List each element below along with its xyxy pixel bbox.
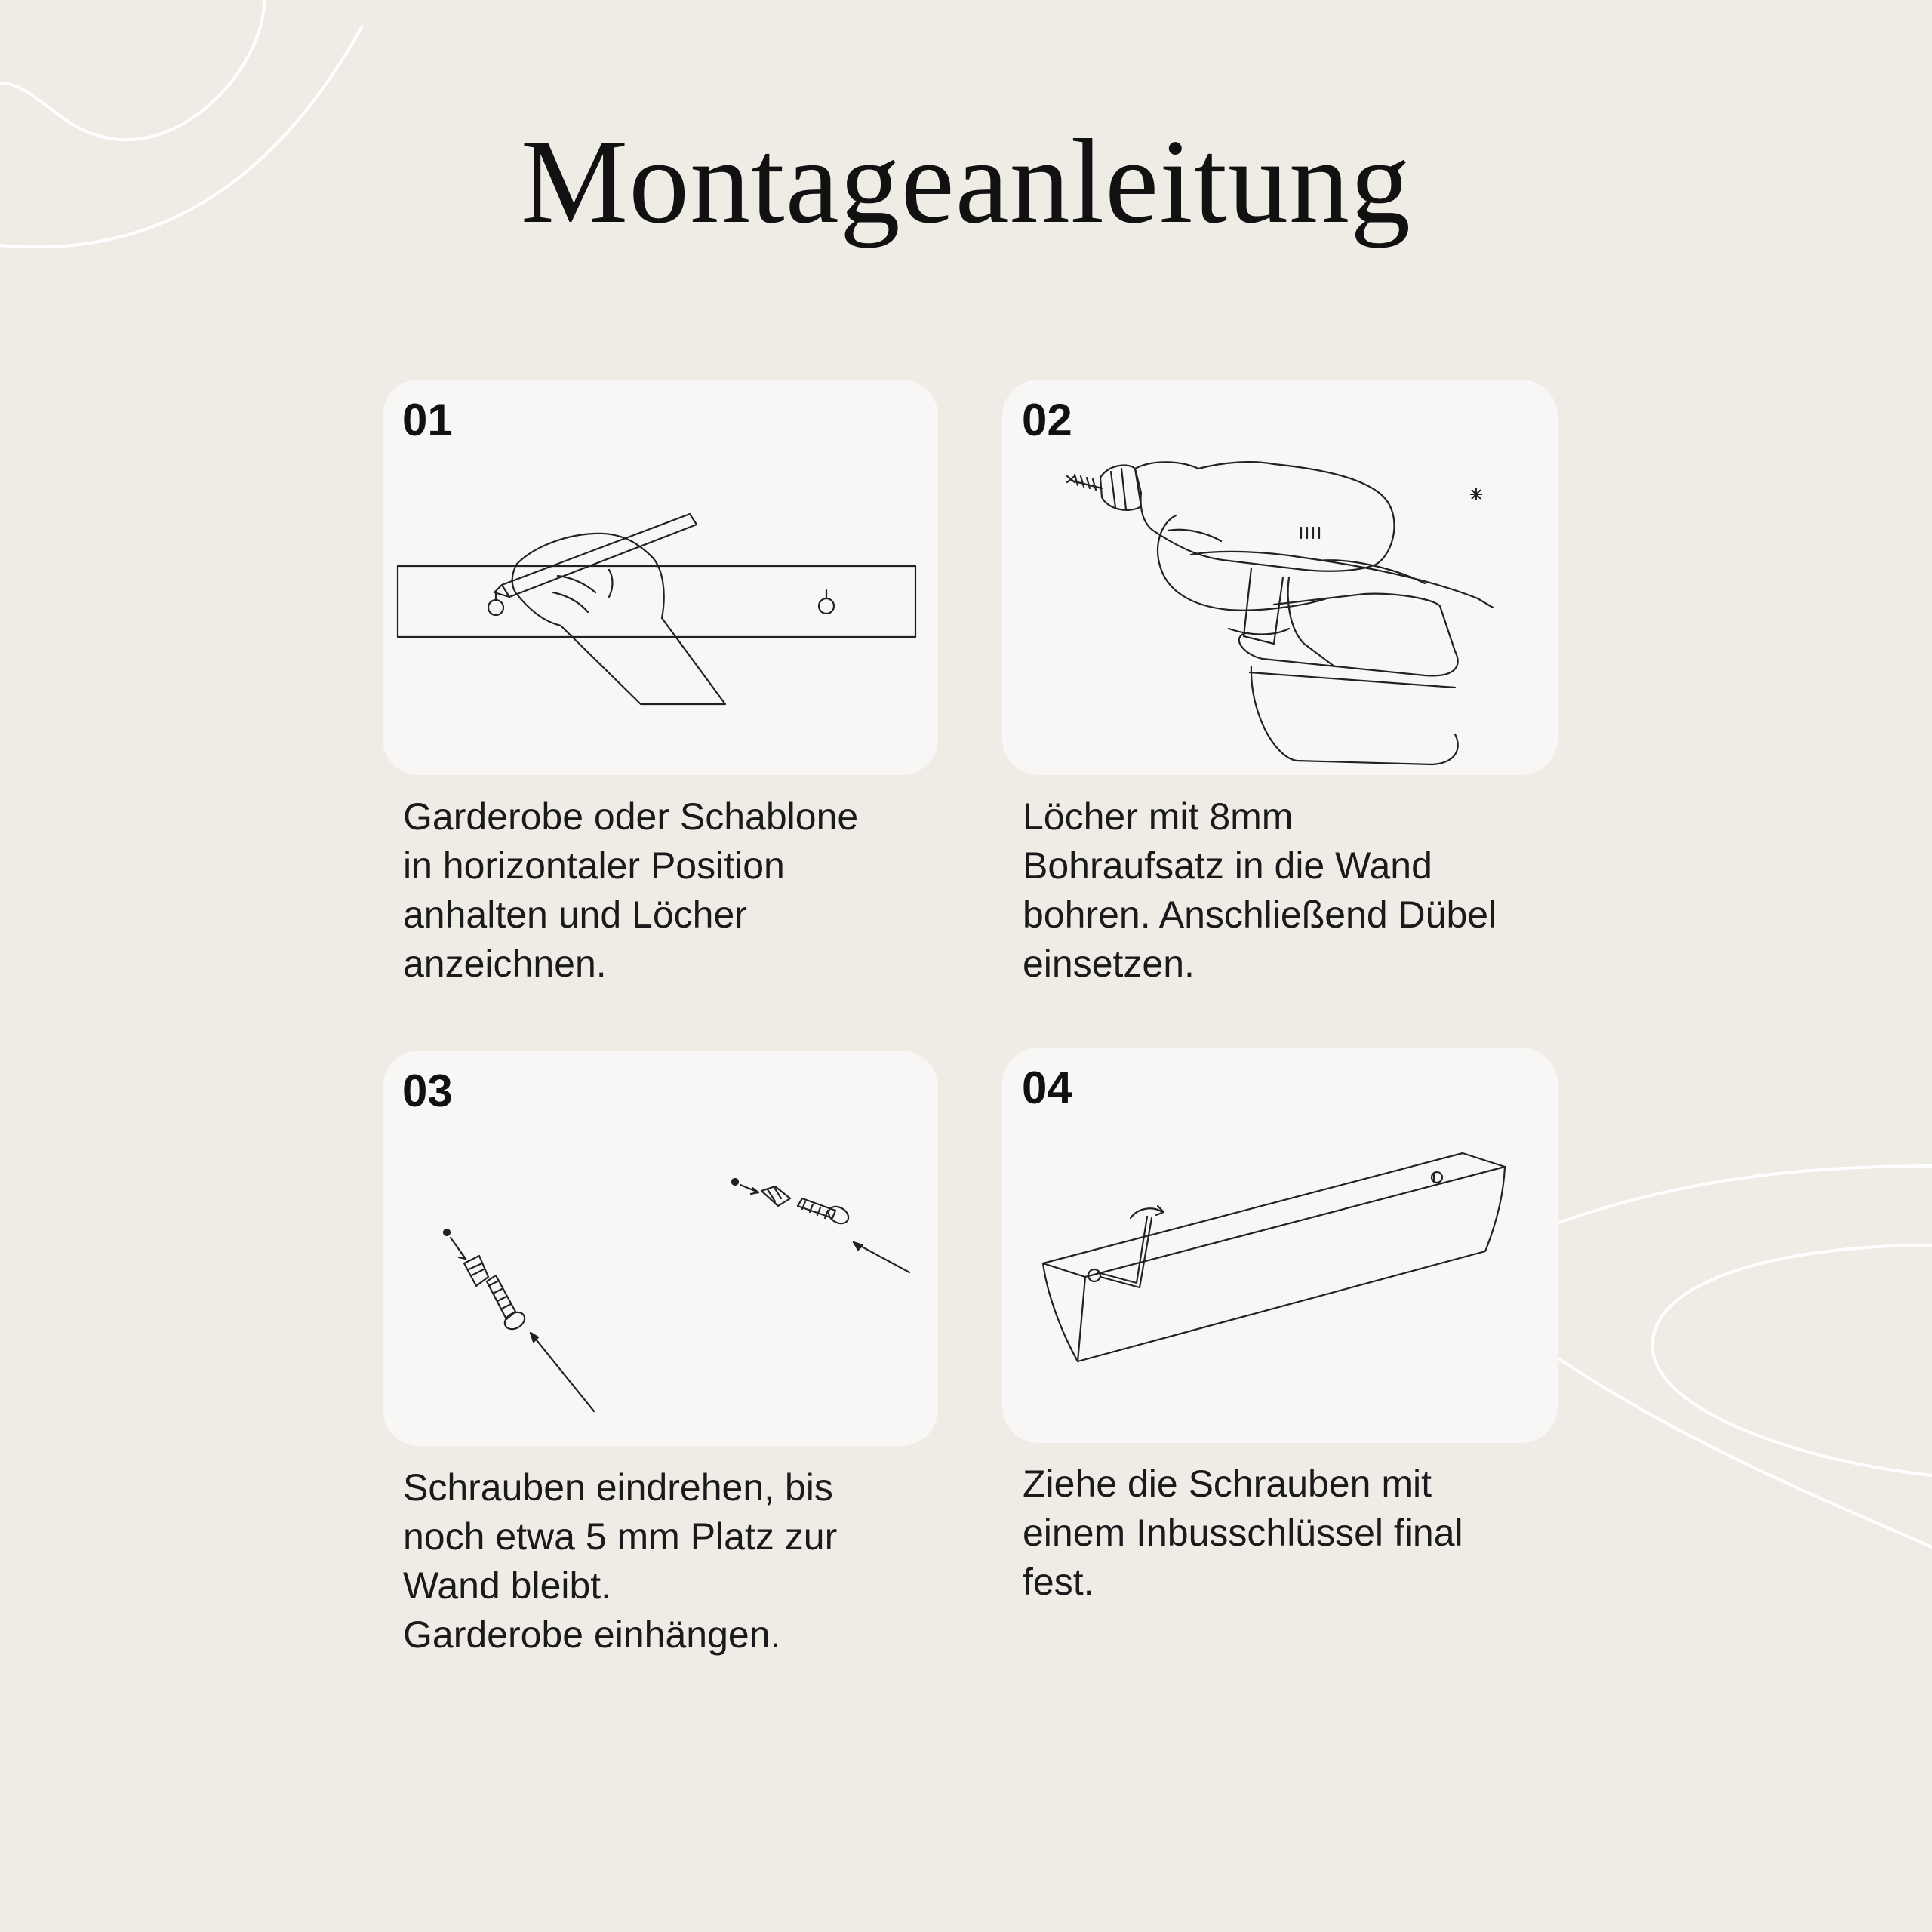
step-description: Löcher mit 8mm Bohraufsatz in die Wand bohren. Anschließend Dübel einsetzen.: [1023, 795, 1497, 985]
step-card-3: [383, 1051, 938, 1446]
screws-and-dowels-icon: [383, 1051, 938, 1446]
step-description: Garderobe oder Schablone in horizontaler Position anhalten und Löcher anzeichnen.: [403, 795, 859, 985]
step-number: 01: [402, 395, 453, 445]
step-number: 04: [1022, 1063, 1072, 1113]
allen-key-tightening-rail-icon: [1002, 1048, 1558, 1443]
step-card-1: [383, 380, 938, 775]
step-card-2: [1002, 380, 1558, 775]
step-card-4: [1002, 1048, 1558, 1443]
hands-holding-drill-icon: [1002, 380, 1558, 775]
step-number: 03: [402, 1066, 453, 1116]
page-title: Montageanleitung: [520, 114, 1412, 248]
step-number: 02: [1022, 395, 1072, 445]
hand-marking-holes-with-pencil-icon: [383, 380, 938, 775]
step-description: Ziehe die Schrauben mit einem Inbusschlüssel final fest.: [1023, 1463, 1463, 1603]
step-description: Schrauben eindrehen, bis noch etwa 5 mm Platz zur Wand bleibt. Garderobe einhängen.: [403, 1466, 838, 1656]
